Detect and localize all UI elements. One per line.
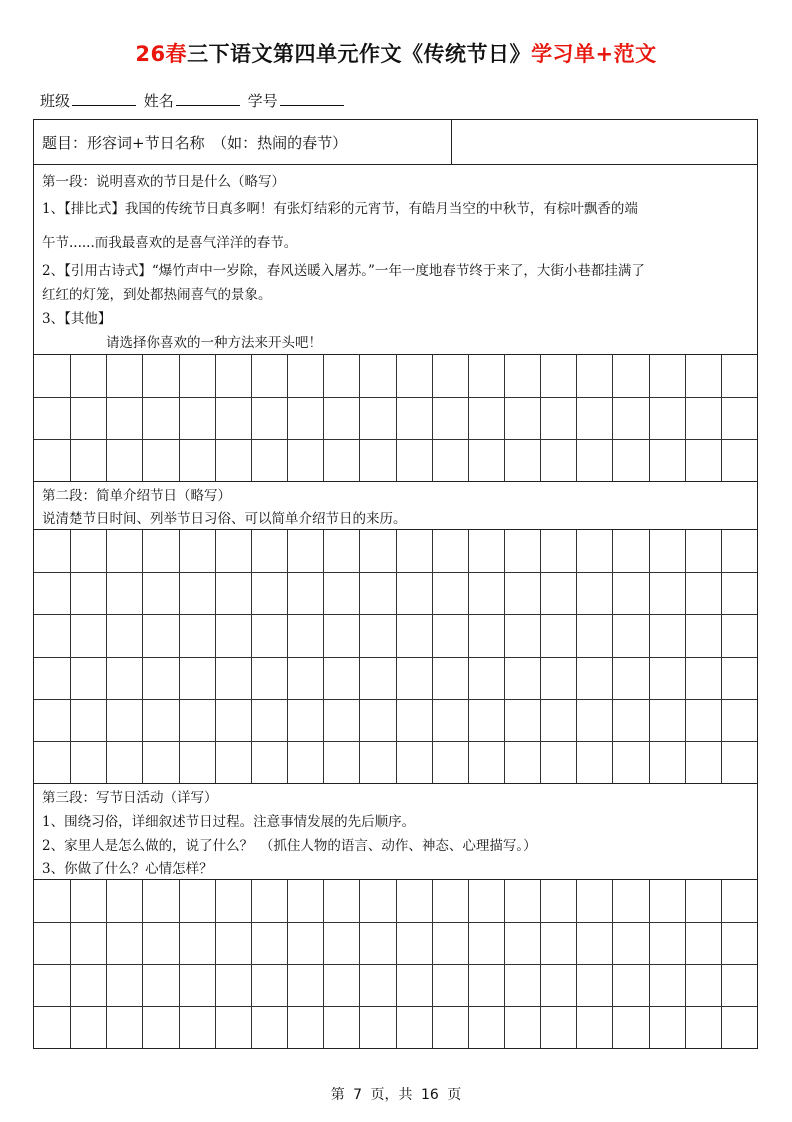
page-current: 7	[353, 1087, 363, 1103]
section-3-line-1: 1、围绕习俗，详细叙述节日过程。注意事情发展的先后顺序。	[42, 814, 416, 830]
grid-column-line	[106, 530, 107, 783]
grid-column-line	[396, 355, 397, 481]
grid-column-line	[649, 355, 650, 481]
grid-column-line	[106, 880, 107, 1048]
grid-column-line	[468, 355, 469, 481]
section-1-line-6: 请选择你喜欢的一种方法来开头吧！	[106, 335, 322, 351]
class-label: 班级	[40, 92, 71, 110]
grid-column-line	[396, 880, 397, 1048]
grid-column-line	[359, 880, 360, 1048]
grid-column-line	[576, 355, 577, 481]
grid-column-line	[70, 530, 71, 783]
grid-column-line	[215, 355, 216, 481]
grid-column-line	[721, 355, 722, 481]
grid-column-line	[685, 355, 686, 481]
worksheet-table	[33, 119, 758, 1049]
section-2-line-1: 说清楚节日时间、列举节日习俗、可以简单介绍节日的来历。	[42, 511, 407, 527]
grid-column-line	[142, 530, 143, 783]
grid-column-line	[612, 355, 613, 481]
page-title	[0, 38, 792, 68]
grid-column-line	[649, 530, 650, 783]
title-suffix: 学习单+范文	[531, 42, 657, 66]
grid-column-line	[721, 880, 722, 1048]
topic-divider	[451, 120, 452, 164]
topic-text: 题目：形容词+节日名称 （如：热闹的春节）	[42, 134, 348, 152]
grid-column-line	[323, 530, 324, 783]
grid-column-line	[215, 880, 216, 1048]
grid-column-line	[468, 880, 469, 1048]
section-3-line-3: 3、你做了什么？心情怎样？	[42, 861, 213, 877]
section-1-line-1: 1、【排比式】我国的传统节日真多啊！有张灯结彩的元宵节，有皓月当空的中秋节，有棕叶飘香的端	[42, 201, 638, 217]
grid-column-line	[359, 355, 360, 481]
grid-column-line	[179, 530, 180, 783]
name-blank[interactable]	[176, 92, 240, 106]
grid-column-line	[576, 530, 577, 783]
grid-column-line	[432, 880, 433, 1048]
grid-column-line	[540, 530, 541, 783]
grid-column-line	[323, 880, 324, 1048]
grid-column-line	[540, 355, 541, 481]
grid-column-line	[576, 880, 577, 1048]
grid-column-line	[70, 880, 71, 1048]
section-3-instructions	[34, 783, 757, 880]
grid-column-line	[432, 530, 433, 783]
grid-column-line	[179, 880, 180, 1048]
grid-column-line	[323, 355, 324, 481]
grid-column-line	[612, 880, 613, 1048]
grid-column-line	[142, 355, 143, 481]
number-label: 学号	[247, 92, 278, 110]
grid-column-line	[287, 530, 288, 783]
section-1-line-3: 2、【引用古诗式】“爆竹声中一岁除，春风送暖入屠苏。”一年一度地春节终于来了，大街小巷都挂满了	[42, 263, 645, 279]
grid-column-line	[359, 530, 360, 783]
section-3-line-2: 2、家里人是怎么做的，说了什么？ （抓住人物的语言、动作、神态、心理描写。）	[42, 838, 537, 854]
grid-column-line	[287, 880, 288, 1048]
grid-column-line	[649, 880, 650, 1048]
title-prefix: 26春	[135, 42, 188, 66]
grid-column-line	[215, 530, 216, 783]
title-main: 三下语文第四单元作文《传统节日》	[187, 42, 532, 66]
grid-column-line	[396, 530, 397, 783]
student-info-line	[40, 90, 347, 111]
grid-column-line	[504, 355, 505, 481]
grid-column-line	[287, 355, 288, 481]
writing-grid-2[interactable]	[34, 530, 757, 783]
writing-grid-1[interactable]	[34, 355, 757, 481]
number-blank[interactable]	[280, 92, 344, 106]
writing-grid-3[interactable]	[34, 880, 757, 1048]
page-prefix: 第	[330, 1087, 345, 1103]
section-2-instructions	[34, 481, 757, 530]
grid-column-line	[106, 355, 107, 481]
grid-column-line	[251, 530, 252, 783]
grid-column-line	[142, 880, 143, 1048]
grid-column-line	[540, 880, 541, 1048]
page-suffix: 页	[447, 1087, 462, 1103]
class-blank[interactable]	[72, 92, 136, 106]
page-total: 16	[421, 1087, 439, 1103]
page-mid: 页，共	[370, 1087, 413, 1103]
section-1-line-4: 红红的灯笼，到处都热闹喜气的景象。	[42, 287, 272, 303]
grid-column-line	[504, 880, 505, 1048]
grid-column-line	[70, 355, 71, 481]
section-1-instructions	[34, 165, 757, 355]
grid-column-line	[504, 530, 505, 783]
grid-column-line	[251, 880, 252, 1048]
grid-column-line	[179, 355, 180, 481]
section-1-line-5: 3、【其他】	[42, 311, 112, 327]
page-footer	[0, 1084, 792, 1104]
name-label: 姓名	[143, 92, 174, 110]
grid-column-line	[251, 355, 252, 481]
grid-column-line	[685, 880, 686, 1048]
section-3-heading: 第三段：写节日活动（详写）	[42, 790, 218, 806]
grid-column-line	[432, 355, 433, 481]
section-2-heading: 第二段：简单介绍节日（略写）	[42, 488, 231, 504]
section-1-line-2: 午节......而我最喜欢的是喜气洋洋的春节。	[42, 235, 298, 251]
section-1-heading: 第一段：说明喜欢的节日是什么（略写）	[42, 174, 285, 190]
grid-column-line	[685, 530, 686, 783]
grid-column-line	[468, 530, 469, 783]
topic-row	[34, 120, 757, 165]
grid-column-line	[612, 530, 613, 783]
grid-column-line	[721, 530, 722, 783]
